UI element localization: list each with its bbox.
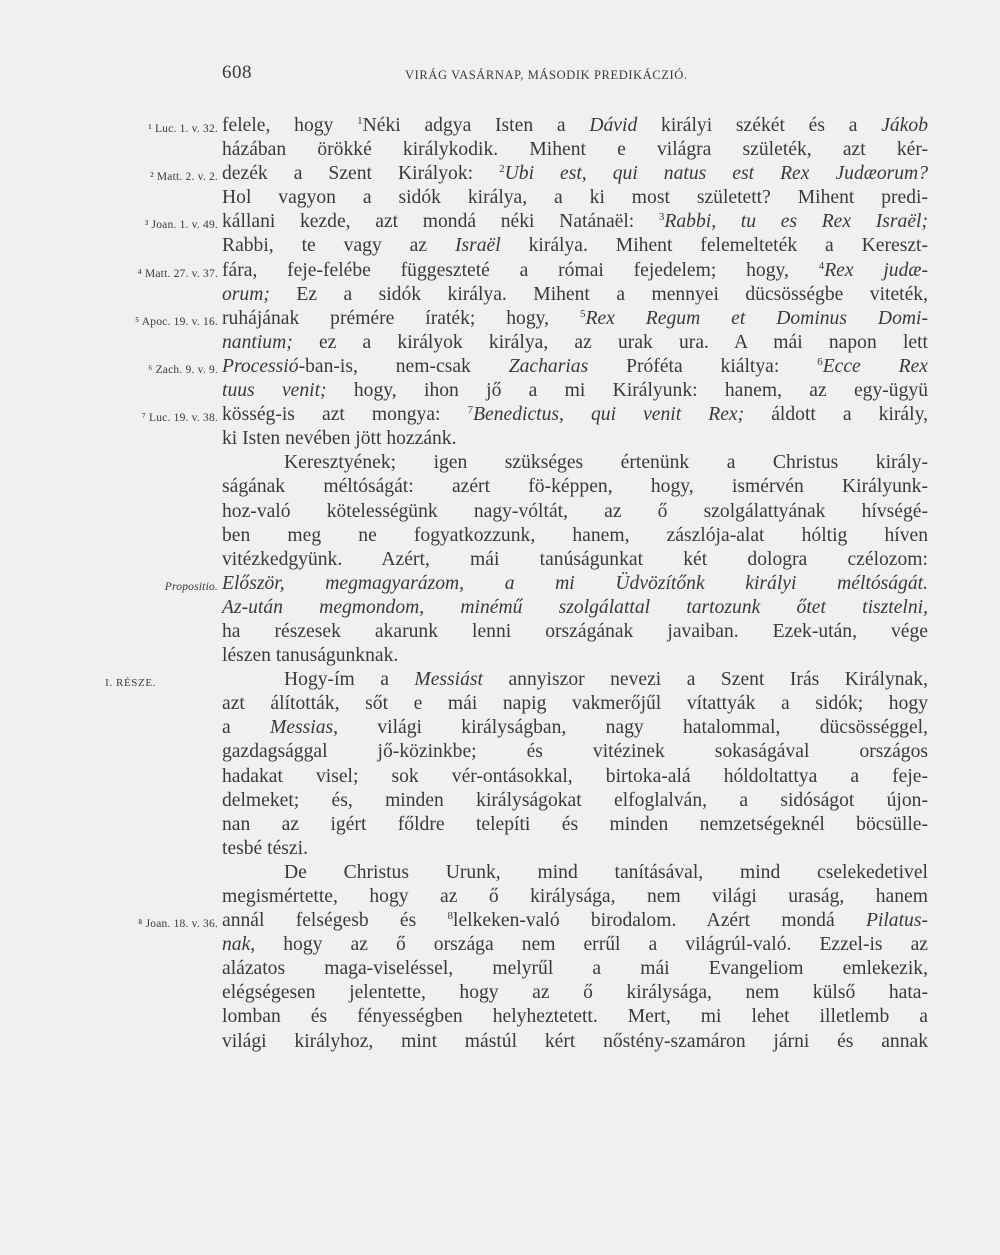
text-line: Keresztyének; igen szükséges értenünk a Christus király-	[284, 452, 928, 474]
margin-note-part-one: I. RÉSZE.	[105, 677, 156, 690]
text-line: I. RÉSZE. Hogy-ím a Messiást annyiszor nevezi a Szent Irás Királynak,	[222, 668, 928, 692]
text-line: ⁶ Zach. 9. v. 9. Processió-ban-is, nem-csak Zacharias Próféta kiáltya: $^6$Ecce Rex	[222, 355, 928, 379]
text-line: a Messias, világi királyságban, nagy hatalommal, dücsösséggel,	[222, 717, 928, 739]
text-line: alázatos maga-viseléssel, melyrűl a mái Evangeliom emlekezik,	[222, 958, 928, 980]
text-line: tuus venit; hogy, ihon jő a mi Királyunk: hanem, az egy-ügyü	[222, 380, 928, 402]
text-line: azt álították, sőt e mái napig vakmerőjűl vítattyák a sidók; hogy	[222, 693, 928, 715]
text-line: Az-után megmondom, minémű szolgálattal tartozunk őtet tisztelni,	[222, 596, 928, 618]
margin-reference: ⁷ Luc. 19. v. 38.	[141, 412, 218, 425]
text-line: ² Matt. 2. v. 2. dezék a Szent Királyok: $^2$Ubi est, qui natus est Rex Judæorum?	[222, 162, 928, 186]
text-line: tesbé tészi.	[222, 837, 308, 859]
text-line: vitézkedgyünk. Azért, mái tanúságunkat két dologra czélozom:	[222, 548, 928, 570]
margin-reference: ⁶ Zach. 9. v. 9.	[148, 363, 218, 376]
text-line: Hol vagyon a sidók királya, a ki most született? Mihent predi-	[222, 187, 928, 209]
body-text	[105, 114, 928, 1054]
text-line: nan az igért főldre telepíti és minden nemzetségeknél böcsülle-	[222, 813, 928, 835]
text-line: Propositio. Először, megmagyarázom, a mi Üdvözítőnk királyi méltóságát.	[222, 572, 928, 596]
text-line: házában örökké királykodik. Mihent e világra születék, azt kér-	[222, 139, 928, 161]
text-line: ³ Joan. 1. v. 49. kállani kezde, azt mondá néki Natánaël: $^3$Rabbi, tu es Rex Israël;	[222, 210, 928, 234]
text-line: megismértette, hogy az ő királysága, nem világi uraság, hanem	[222, 886, 928, 907]
text-line: ⁸ Joan. 18. v. 36. annál felségesb és $^8$lelkeken-való birodalom. Azért mondá Pilatus-	[222, 909, 928, 933]
text-line: ⁵ Apoc. 19. v. 16. ruhájának prémére íraték; hogy, $^5$Rex Regum et Dominus Domi-	[222, 307, 928, 331]
text-line: ⁴ Matt. 27. v. 37. fára, feje-felébe függeszteté a római fejedelem; hogy, $^4$Rex judæ-	[222, 259, 928, 283]
text-line: ha részesek akarunk lenni országának javaiban. Ezek-után, vége	[222, 620, 928, 642]
margin-reference: ² Matt. 2. v. 2.	[150, 171, 218, 184]
text-line: nak, hogy az ő országa nem errűl a világrúl-való. Ezzel-is az	[222, 934, 928, 956]
running-title: VIRÁG VASÁRNAP, MÁSODIK PREDIKÁCZIÓ.	[405, 68, 688, 82]
text-line: hadakat visel; sok vér-ontásokkal, birtoka-alá hóldoltattya a feje-	[222, 765, 928, 787]
text-line: hoz-való kötelességünk nagy-vóltát, az ő szolgálattyának hívségé-	[222, 500, 928, 522]
margin-note-propositio: Propositio.	[164, 580, 218, 593]
text-line: Rabbi, te vagy az Israël királya. Mihent felemelteték a Kereszt-	[222, 235, 928, 257]
text-line: gazdagsággal jő-közinkbe; és vitézinek sokaságával országos	[222, 741, 928, 763]
text-line: nantium; ez a királyok királya, az urak ura. A mái napon lett	[222, 331, 928, 353]
text-line: ⁷ Luc. 19. v. 38. kösség-is azt mongya: $^7$Benedictus, qui venit Rex; áldott a király,	[222, 403, 928, 427]
text-line: világi királyhoz, mint mástúl kért nőstény-szamáron járni és annak	[222, 1030, 928, 1052]
page-number: 608	[222, 62, 252, 83]
text-line: elégségesen jelentette, hogy az ő királysága, nem külső hata-	[222, 982, 928, 1004]
text-line: ki Isten nevében jött hozzánk.	[222, 428, 457, 450]
margin-reference: ³ Joan. 1. v. 49.	[144, 219, 218, 232]
text-line: orum; Ez a sidók királya. Mihent a mennyei dücsösségbe viteték,	[222, 283, 928, 305]
margin-reference: ⁵ Apoc. 19. v. 16.	[135, 315, 218, 328]
page-header	[0, 62, 1000, 92]
text-line: lomban és fényességben helyheztetett. Mert, mi lehet illetlemb a	[222, 1006, 928, 1028]
text-line: ben meg ne fogyatkozzunk, hanem, zászlója-alat hóltig híven	[222, 524, 928, 546]
text-line: ¹ Luc. 1. v. 32. felele, hogy $^1$Néki adgya Isten a Dávid királyi székét és a Jákob	[222, 114, 928, 138]
text-line: delmeket; és, minden királyságokat elfoglalván, a sidóságot újon-	[222, 789, 928, 811]
text-line: lészen tanuságunknak.	[222, 645, 399, 667]
text-line: De Christus Urunk, mind tanításával, mind cselekedetivel	[284, 861, 928, 883]
margin-reference: ¹ Luc. 1. v. 32.	[148, 123, 218, 135]
margin-reference: ⁸ Joan. 18. v. 36.	[138, 918, 218, 931]
text-line: ságának méltóságát: azért fö-képpen, hogy, ismérvén Királyunk-	[222, 476, 928, 498]
margin-reference: ⁴ Matt. 27. v. 37.	[137, 267, 218, 280]
